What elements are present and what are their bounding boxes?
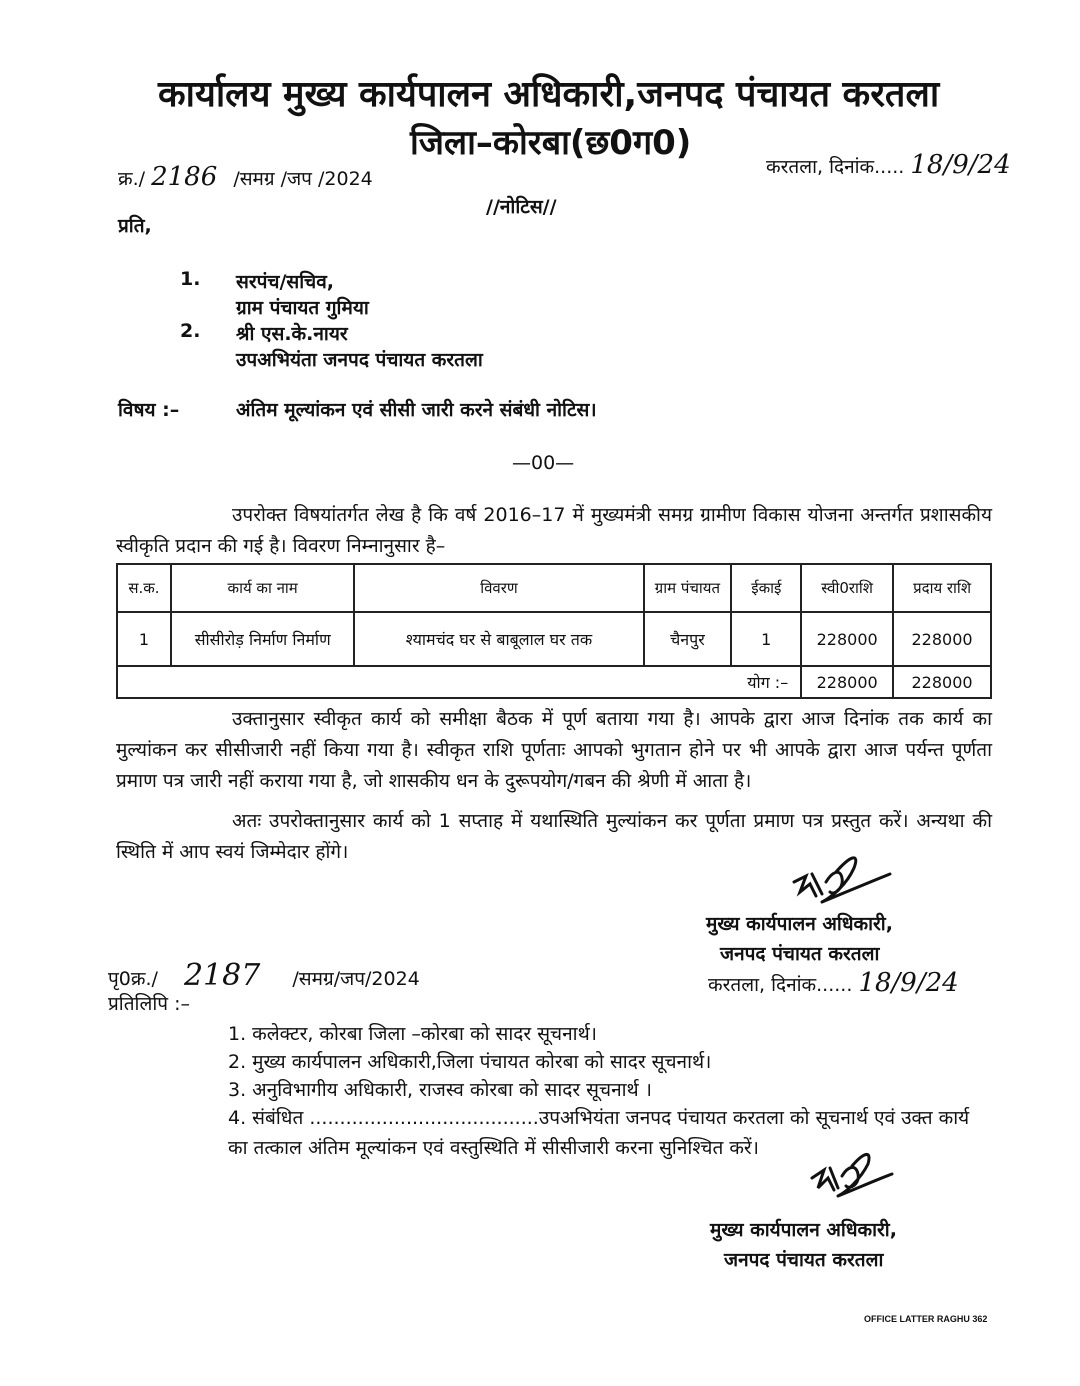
cell-unit: 1 bbox=[731, 612, 801, 666]
signature-1-title: मुख्य कार्यपालन अधिकारी, bbox=[706, 913, 893, 935]
recipient-2-line1: श्री एस.के.नायर bbox=[236, 323, 348, 345]
body-paragraph-1: उक्तानुसार स्वीकृत कार्य को समीक्षा बैठक में पूर्ण बताया गया है। आपके द्वारा आज दिनांक तक कार्य का मुल्यांकन कर सीसीजारी नहीं किया गया है। स्वीकृत राशि पूर्णताः आपको भुगतान होने पर भी आपके द्वारा आज पर्यन्त पूर्णता प्रमाण पत्र जारी नहीं कराया गया है, जो शासकीय धन के दुरूपयोग/गबन की श्रेणी में आता है। bbox=[116, 708, 992, 792]
header-details: विवरण bbox=[354, 564, 643, 612]
recipient-1-line2: ग्राम पंचायत गुमिया bbox=[236, 297, 369, 319]
cell-details: श्यामचंद घर से बाबूलाल घर तक bbox=[354, 612, 643, 666]
office-header-line2: जिला–कोरबा(छ0ग0) bbox=[410, 123, 692, 163]
separator: —00— bbox=[512, 452, 575, 474]
reference-prefix: क्र./ bbox=[118, 168, 146, 190]
endorsement-prefix: पृ0क्र./ bbox=[108, 968, 158, 990]
total-label: योग :– bbox=[117, 666, 801, 698]
footer-tag: OFFICE LATTER RAGHU 362 bbox=[864, 1314, 988, 1324]
header-work-name: कार्य का नाम bbox=[171, 564, 355, 612]
reference-date-line bbox=[766, 150, 1011, 180]
subject-text: अंतिम मूल्यांकन एवं सीसी जारी करने संबंधी नोटिस। bbox=[236, 399, 597, 421]
reference-date-label: करतला, दिनांक..... bbox=[766, 156, 905, 178]
header-serial: स.क. bbox=[117, 564, 171, 612]
copy-item-4-continued: का तत्काल अंतिम मूल्यांकन एवं वस्तुस्थिति में सीसीजारी करना सुनिश्चित करें। bbox=[228, 1137, 759, 1159]
signature-1-office: जनपद पंचायत करतला bbox=[720, 943, 880, 965]
signature-1-date: 18/9/24 bbox=[858, 968, 959, 998]
total-released: 228000 bbox=[893, 666, 991, 698]
cell-released-amount: 228000 bbox=[893, 612, 991, 666]
intro-paragraph: उपरोक्त विषयांतर्गत लेख है कि वर्ष 2016–17 में मुख्यमंत्री समग्र ग्रामीण विकास योजना अन्तर्गत प्रशासकीय स्वीकृति प्रदान की गई है। विवरण निम्नानुसार है– bbox=[116, 504, 992, 557]
endorsement-suffix: /समग्र/जप/2024 bbox=[292, 968, 420, 990]
reference-suffix: /समग्र /जप /2024 bbox=[233, 168, 373, 190]
endorsement-number: 2187 bbox=[183, 958, 261, 993]
table-header-row bbox=[117, 564, 991, 612]
reference-date: 18/9/24 bbox=[910, 150, 1011, 180]
endorsement-line bbox=[108, 958, 420, 993]
notice-title: //नोटिस// bbox=[486, 196, 557, 218]
header-sanctioned-amount: स्वी0राशि bbox=[801, 564, 893, 612]
signature-1 bbox=[786, 852, 896, 918]
cell-work-name: सीसीरोड़ निर्माण निर्माण bbox=[171, 612, 355, 666]
table-row bbox=[117, 612, 991, 666]
copy-item-3: 3. अनुविभागीय अधिकारी, राजस्व कोरबा को सादर सूचनार्थ । bbox=[228, 1079, 652, 1101]
signature-2-title: मुख्य कार्यपालन अधिकारी, bbox=[710, 1219, 897, 1241]
recipient-2-line2: उपअभियंता जनपद पंचायत करतला bbox=[236, 349, 483, 371]
copy-item-2: 2. मुख्य कार्यपालन अधिकारी,जिला पंचायत कोरबा को सादर सूचनार्थ। bbox=[228, 1051, 712, 1073]
copy-item-1: 1. कलेक्टर, कोरबा जिला –कोरबा को सादर सूचनार्थ। bbox=[228, 1023, 597, 1045]
header-unit: ईकाई bbox=[731, 564, 801, 612]
recipient-1-num: 1. bbox=[180, 268, 201, 290]
subject-label: विषय :– bbox=[118, 399, 180, 421]
signature-1-date-line bbox=[708, 968, 959, 998]
copy-item-4: 4. संबंधित ......................................उपअभियंता जनपद पंचायत करतला को सूचनार्थ एवं उक्त कार्य bbox=[228, 1107, 970, 1129]
header-gram-panchayat: ग्राम पंचायत bbox=[644, 564, 732, 612]
signature-2-office: जनपद पंचायत करतला bbox=[724, 1249, 884, 1271]
office-header-line1: कार्यालय मुख्य कार्यपालन अधिकारी,जनपद पंचायत करतला bbox=[158, 74, 940, 115]
header-released-amount: प्रदाय राशि bbox=[893, 564, 991, 612]
table-total-row bbox=[117, 666, 991, 698]
cell-sanctioned-amount: 228000 bbox=[801, 612, 893, 666]
recipient-2-num: 2. bbox=[180, 320, 201, 342]
total-sanctioned: 228000 bbox=[801, 666, 893, 698]
to-label: प्रति, bbox=[118, 215, 152, 237]
reference-line bbox=[118, 162, 373, 192]
body-paragraph-2: अतः उपरोक्तानुसार कार्य को 1 सप्ताह में यथास्थिति मुल्यांकन कर पूर्णता प्रमाण पत्र प्रस्तुत करें। अन्यथा की स्थिति में आप स्वयं जिम्मेदार होंगे। bbox=[116, 810, 992, 863]
signature-2 bbox=[806, 1148, 896, 1208]
reference-number: 2186 bbox=[151, 162, 218, 192]
signature-1-date-label: करतला, दिनांक...... bbox=[708, 974, 853, 996]
cell-gram-panchayat: चैनपुर bbox=[644, 612, 732, 666]
recipient-1-line1: सरपंच/सचिव, bbox=[236, 271, 335, 293]
work-table bbox=[116, 563, 992, 699]
cell-serial: 1 bbox=[117, 612, 171, 666]
copy-label: प्रतिलिपि :– bbox=[108, 993, 191, 1015]
